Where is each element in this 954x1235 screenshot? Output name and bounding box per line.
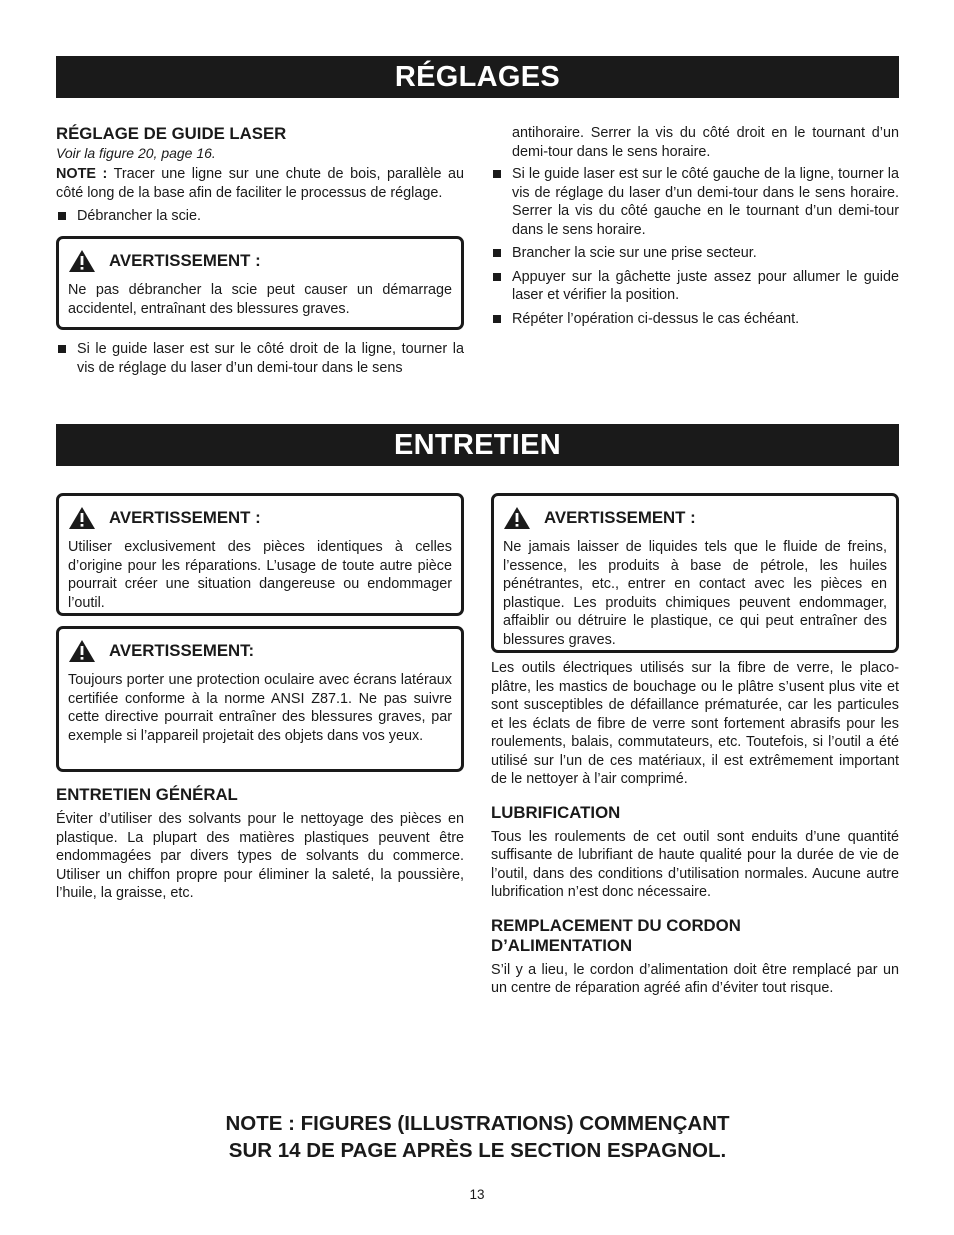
warning-box-unplug (56, 236, 464, 330)
note-text: Tracer une ligne sur une chute de bois, parallèle au côté long de la base afin de faciliter le processus de réglage. (56, 166, 465, 201)
entretien-banner: ENTRETIEN (56, 424, 899, 466)
warning-text: Toujours porter une protection oculaire avec écrans latéraux certifiée conforme à la norme ANSI Z87.1. Ne pas suivre cette directive pourrait entraîner des blessures graves, par exemple si l’appareil projetait des objets dans vos yeux. (68, 672, 452, 744)
list-item-text: Brancher la scie sur une prise secteur. (512, 245, 757, 261)
entretien-general-section (56, 785, 464, 903)
square-bullet-icon (493, 315, 501, 323)
warning-header (68, 249, 452, 273)
list-item (491, 310, 899, 329)
warning-text: Utiliser exclusivement des pièces identiques à celles d’origine pour les réparations. L’usage de toute autre pièce pourrait créer une situation dangereuse ou endommager l’outil. (68, 539, 452, 611)
warning-box-parts (56, 493, 464, 616)
reglages-left-continued (56, 340, 464, 377)
warning-triangle-icon (68, 249, 96, 273)
list-item-text: Appuyer sur la gâchette juste assez pour allumer le guide laser et vérifier la position. (512, 268, 899, 303)
list-item-continued: antihoraire. Serrer la vis du côté droit en le tournant d’un demi-tour dans le sens horaire. (512, 125, 899, 160)
warning-box-eye-protection (56, 626, 464, 772)
warning-title: AVERTISSEMENT : (109, 250, 261, 270)
square-bullet-icon (493, 273, 501, 281)
list-item-text: Si le guide laser est sur le côté droit de la ligne, tourner la vis de réglage du laser d’un demi-tour dans le sens (77, 341, 464, 376)
square-bullet-icon (493, 170, 501, 178)
note-label: NOTE : (56, 166, 108, 182)
figures-note-line2: SUR 14 DE PAGE APRÈS LE SECTION ESPAGNOL. (228, 1139, 727, 1162)
warning-header (503, 506, 887, 530)
list-item (491, 268, 899, 305)
note-paragraph (56, 165, 464, 202)
lubrification-heading: LUBRIFICATION (491, 802, 621, 822)
list-item (491, 244, 899, 263)
cordon-heading-line1: REMPLACEMENT DU CORDON (491, 915, 741, 935)
general-maintenance-text: Éviter d’utiliser des solvants pour le nettoyage des pièces en plastique. La plupart des matières plastiques peuvent être endommagées par divers types de solvants du commerce. Utiliser un chiffon propre pour éliminer la saleté, la poussière, l’huile, la graisse, etc. (56, 811, 464, 901)
list-item-text: Si le guide laser est sur le côté gauche de la ligne, tourner la vis de réglage du laser d’un demi-tour dans le sens horaire. Serrer la vis du côté gauche en le tournant d’un demi-tour dans le sens horaire. (512, 166, 899, 238)
page-number: 13 (469, 1187, 485, 1202)
lubrification-text: Tous les roulements de cet outil sont enduits d’une quantité suffisante de lubrifiant de haute qualité pour la durée de vie de l’outil, dans des conditions d’utilisation normales. Aucune autre lubrification n’est donc nécessaire. (491, 828, 899, 900)
list-item (56, 340, 464, 377)
cordon-text: S’il y a lieu, le cordon d’alimentation doit être remplacé par un un centre de réparation agréé afin d’éviter tout risque. (491, 961, 899, 996)
warning-header (68, 506, 452, 530)
list-item (56, 207, 464, 226)
warning-title: AVERTISSEMENT : (544, 507, 696, 527)
figures-note-line1: NOTE : FIGURES (ILLUSTRATIONS) COMMENÇANT (225, 1112, 730, 1135)
warning-triangle-icon (68, 506, 96, 530)
entretien-right-column (491, 659, 899, 998)
reglages-banner: RÉGLAGES (56, 56, 899, 98)
figures-note (120, 1110, 835, 1164)
general-maintenance-heading: ENTRETIEN GÉNÉRAL (56, 785, 238, 804)
warning-box-liquids (491, 493, 899, 653)
square-bullet-icon (58, 345, 66, 353)
warning-text: Ne jamais laisser de liquides tels que le fluide de freins, l’essence, les produits à base de pétrole, les huiles pénétrantes, etc., entrer en contact avec les pièces en plastique. Les produits chimiques peuvent endommager, affaiblir ou détruire le plastique, ce qui peut entraîner des blessures graves. (503, 539, 887, 648)
warning-triangle-icon (68, 639, 96, 663)
warning-triangle-icon (503, 506, 531, 530)
figure-reference: Voir la figure 20, page 16. (56, 145, 216, 161)
warning-title: AVERTISSEMENT : (109, 507, 261, 527)
tools-paragraph: Les outils électriques utilisés sur la fibre de verre, le placo-plâtre, les mastics de bouchage ou le plâtre s’usent plus vite et sont susceptibles de défaillance prématurée, car les particules et les éclats de fibre de verre sont fortement abrasifs pour les roulements, balais, commutateurs, etc. Toutefois, si l’outil a été utilisé sur l’un de ces matériaux, il est extrêmement important de le nettoyer à l’air comprimé. (491, 660, 899, 787)
warning-header (68, 639, 452, 663)
warning-title: AVERTISSEMENT: (109, 640, 255, 660)
cordon-heading-line2: D’ALIMENTATION (491, 935, 633, 955)
list-item-text: Répéter l’opération ci-dessus le cas échéant. (512, 310, 800, 327)
list-item-text: Débrancher la scie. (77, 208, 201, 224)
reglages-right-column (491, 124, 899, 328)
laser-guide-heading: RÉGLAGE DE GUIDE LASER (56, 124, 287, 143)
warning-text: Ne pas débrancher la scie peut causer un démarrage accidentel, entraînant des blessures graves. (68, 282, 452, 317)
list-item (491, 165, 899, 239)
square-bullet-icon (58, 212, 66, 220)
reglages-left-column (56, 124, 464, 226)
square-bullet-icon (493, 249, 501, 257)
